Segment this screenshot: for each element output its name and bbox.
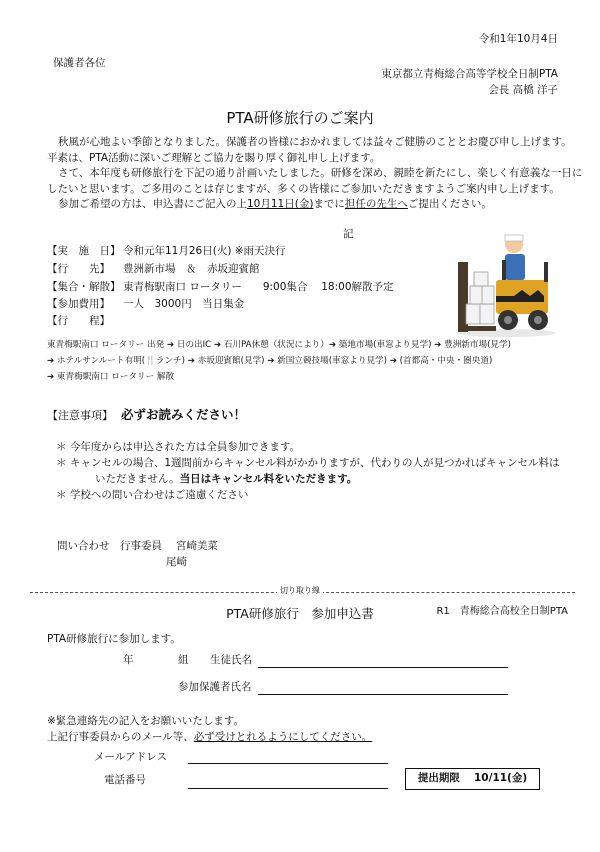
phone-label: 電話番号 xyxy=(104,774,146,786)
sender-organization: 東京都立青梅総合高等学校全日制PTA xyxy=(381,68,558,80)
document-date: 令和1年10月4日 xyxy=(478,33,558,45)
note-item-2: ＊ キャンセルの場合、1週間前からキャンセル料がかかりますが、代わりの人が見つかればキャンセル料は xyxy=(56,457,560,469)
document-title: PTA研修旅行のご案内 xyxy=(226,109,374,127)
intro-line-1: 秋風が心地よい季節となりました。保護者の皆様におかれましては益々ご健勝のこととお慶び申し上げます。 xyxy=(58,136,572,148)
application-title: PTA研修旅行 参加申込書 xyxy=(226,606,374,621)
cut-line-label: 切り取り線 xyxy=(277,586,323,595)
application-school: R1 青梅総合高校全日制PTA xyxy=(436,606,568,617)
emergency-note: ※緊急連絡先の記入をお願いいたします。 xyxy=(47,715,244,727)
intro-paragraph xyxy=(47,135,583,213)
itinerary-label: 【行 程】 xyxy=(47,315,110,327)
destination-value: 豊洲新市場 ＆ 赤坂迎賓館 xyxy=(123,263,260,275)
notes-list xyxy=(56,439,576,503)
parent-name-label: 参加保護者氏名 xyxy=(178,681,252,693)
forklift-worker-illustration xyxy=(448,232,560,338)
class-label: 組 xyxy=(178,654,189,666)
deadline-box: 提出期限 10/11(金) xyxy=(405,768,540,790)
notes-label: 【注意事項】 xyxy=(47,409,113,422)
fee-label: 【参加費用】 xyxy=(47,298,110,310)
notes-emphasis: 必ずお読みください！ xyxy=(121,407,247,422)
year-label: 年 xyxy=(123,654,134,666)
committee-note-underlined: 必ず受けとれるようにしてください。 xyxy=(193,731,373,743)
contact-line-1: 問い合わせ 行事委員 宮崎美菜 xyxy=(57,540,218,552)
itinerary-route xyxy=(47,337,577,385)
parent-name-field[interactable] xyxy=(258,694,508,695)
intro-line-5-pre: 参加ご希望の方は、申込書にご記入の上 xyxy=(58,198,247,210)
submit-to: 担任の先生へ xyxy=(344,198,408,210)
date-label: 【実 施 日】 xyxy=(47,245,121,257)
route-line-2: ➔ ホテルサンルート有明(🍴ランチ) ➔ 赤坂迎賓館(見学) ➔ 新国立競技場(車窓より見学) ➔ (首都高・中央・圏央道) xyxy=(47,356,493,366)
notes-heading xyxy=(47,405,246,423)
deadline-date: 10月11日(金) xyxy=(247,198,314,210)
note-item-2-cont xyxy=(56,471,576,487)
date-value: 令和元年11月26日(火) ※雨天決行 xyxy=(123,245,286,257)
note-item-2-bold: 当日はキャンセル料をいただきます。 xyxy=(179,473,358,485)
note-item-1: ＊ 今年度からは申込された方は全員参加できます。 xyxy=(56,441,300,453)
email-label: メールアドレス xyxy=(94,751,167,763)
email-field[interactable] xyxy=(188,763,388,764)
phone-field[interactable] xyxy=(188,788,388,789)
route-line-1: 東青梅駅南口 ロータリー 出発 ➔ 日の出IC ➔ 石川PA休憩（状況により）➔ 築地市場(車窓より見学) ➔ 豊洲新市場(見学) xyxy=(47,340,511,350)
committee-note xyxy=(47,729,372,744)
contact-line-2: 尾崎 xyxy=(166,556,187,568)
meeting-value: 東青梅駅南口 ロータリー 9:00集合 18:00解散予定 xyxy=(123,281,394,293)
intro-line-4: したいと思います。ご多用のことは存じますが、多くの皆様にご参加いただきますようご案内申し上げます。 xyxy=(47,182,560,195)
recipient: 保護者各位 xyxy=(53,57,106,69)
ki-mark: 記 xyxy=(343,228,354,240)
note-item-2-pre: いただきません。 xyxy=(95,473,180,485)
destination-label: 【行 先】 xyxy=(47,263,110,275)
student-name-label: 生徒氏名 xyxy=(210,654,252,666)
intro-line-3: さて、本年度も研修旅行を下記の通り計画いたしました。研修を深め、親睦を新たにし、楽しく有意義な一日に xyxy=(58,167,583,179)
sender-name: 会長 高橋 洋子 xyxy=(488,84,558,96)
fee-value: 一人 3000円 当日集金 xyxy=(123,298,245,310)
committee-note-pre: 上記行事委員からのメール等、 xyxy=(47,731,194,743)
meeting-label: 【集合・解散】 xyxy=(47,281,121,293)
route-line-3: ➔ 東青梅駅南口 ロータリー 解散 xyxy=(47,372,175,382)
intro-line-2: 平素は、PTA活動に深いご理解とご協力を賜り厚く御礼申し上げます。 xyxy=(47,151,381,164)
intro-line-5 xyxy=(47,197,567,213)
intro-line-5-post: ご提出ください。 xyxy=(407,198,492,210)
note-item-3: ＊ 学校への問い合わせはご遠慮ください xyxy=(56,489,249,501)
cut-line-label-wrap xyxy=(0,585,600,596)
intro-line-5-mid: までに xyxy=(313,198,345,210)
student-name-field[interactable] xyxy=(258,667,508,668)
application-statement: PTA研修旅行に参加します。 xyxy=(47,633,181,645)
